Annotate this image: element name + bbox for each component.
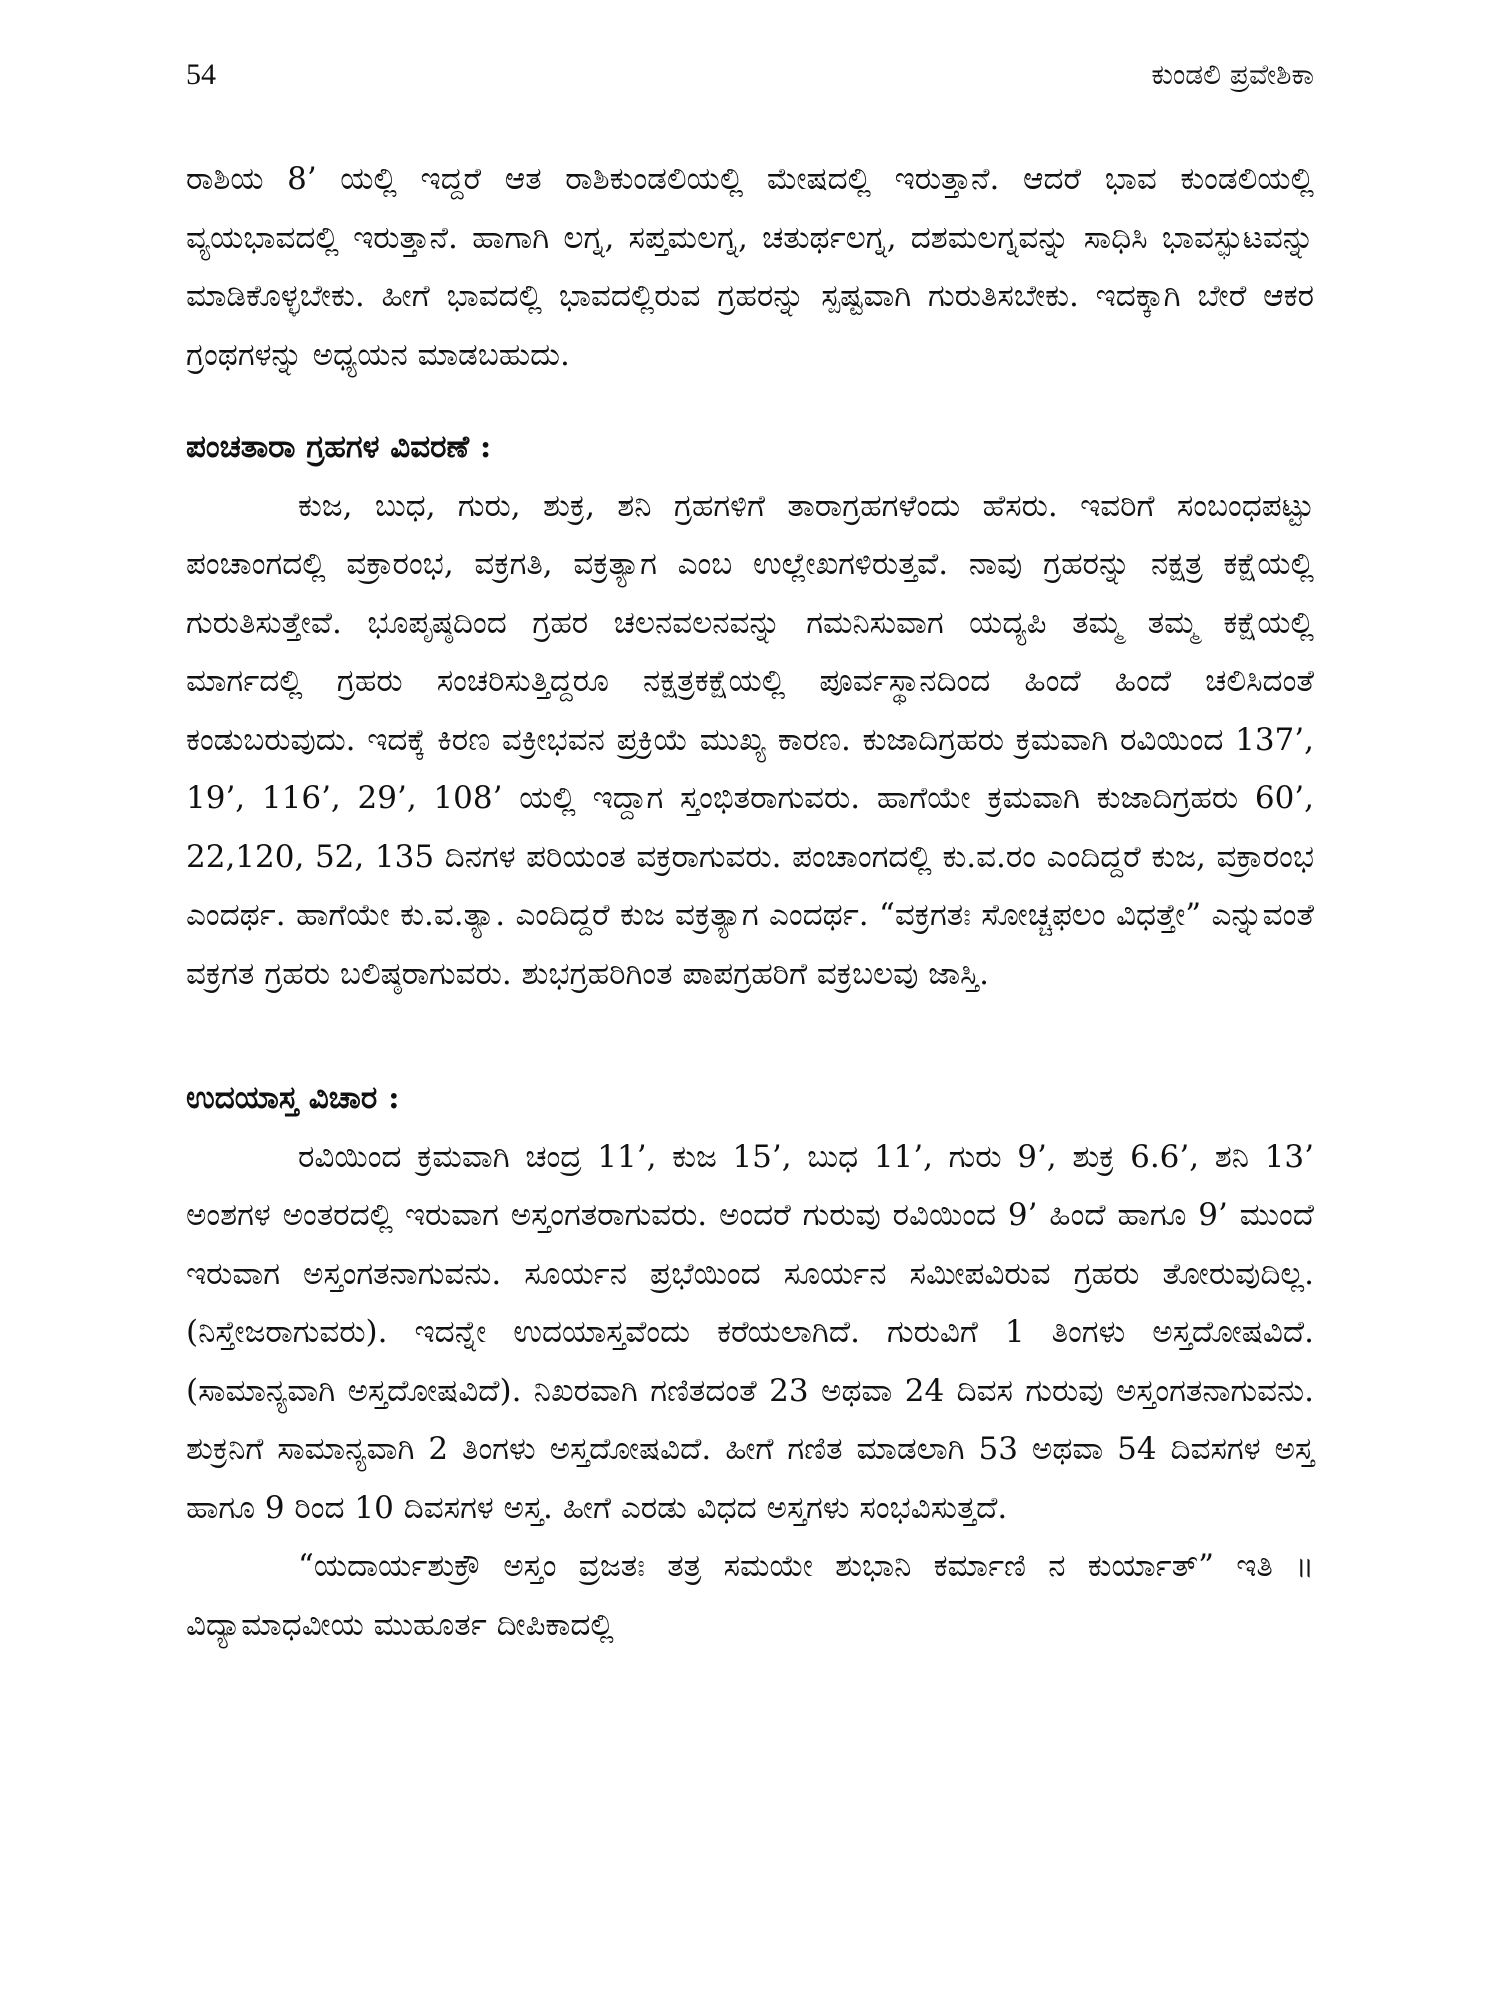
quote-paragraph: “ಯದಾರ್ಯಶುಕ್ರೌ ಅಸ್ತಂ ವ್ರಜತಃ ತತ್ರ ಸಮಯೇ ಶುಭಾನಿ ಕರ್ಮಾಣಿ ನ ಕುರ್ಯಾತ್” ಇತಿ ॥ ವಿದ್ಯಾಮಾಧವೀಯ ಮುಹೂರ್ತ ದೀಪಿಕಾದಲ್ಲಿ [186,1548,1314,1643]
section-paragraph-udayasta: ರವಿಯಿಂದ ಕ್ರಮವಾಗಿ ಚಂದ್ರ 11’, ಕುಜ 15’, ಬುಧ 11’, ಗುರು 9’, ಶುಕ್ರ 6.6’, ಶನಿ 13’ ಅಂಶಗಳ ಅಂತರದಲ್ಲಿ ಇರುವಾಗ ಅಸ್ತಂಗತರಾಗುವರು. ಅಂದರೆ ಗುರುವು ರವಿಯಿಂದ 9’ ಹಿಂದೆ ಹಾಗೂ 9’ ಮುಂದೆ ಇರುವಾಗ ಅಸ್ತಂಗತನಾಗುವನು. ಸೂರ್ಯನ ಪ್ರಭೆಯಿಂದ ಸೂರ್ಯನ ಸಮೀಪವಿರುವ ಗ್ರಹರು ತೋರುವುದಿಲ್ಲ. (ನಿಸ್ತೇಜರಾಗುವರು). ಇದನ್ನೇ ಉದಯಾಸ್ತವೆಂದು ಕರೆಯಲಾಗಿದೆ. ಗುರುವಿಗೆ 1 ತಿಂಗಳು ಅಸ್ತದೋಷವಿದೆ. (ಸಾಮಾನ್ಯವಾಗಿ ಅಸ್ತದೋಷವಿದೆ). ನಿಖರವಾಗಿ ಗಣಿತದಂತೆ 23 ಅಥವಾ 24 ದಿವಸ ಗುರುವು ಅಸ್ತಂಗತನಾಗುವನು. ಶುಕ್ರನಿಗೆ ಸಾಮಾನ್ಯವಾಗಿ 2 ತಿಂಗಳು ಅಸ್ತದೋಷವಿದೆ. ಹೀಗೆ ಗಣಿತ ಮಾಡಲಾಗಿ 53 ಅಥವಾ 54 ದಿವಸಗಳ ಅಸ್ತ ಹಾಗೂ 9 ರಿಂದ 10 ದಿವಸಗಳ ಅಸ್ತ. ಹೀಗೆ ಎರಡು ವಿಧದ ಅಸ್ತಗಳು ಸಂಭವಿಸುತ್ತದೆ. [186,1138,1314,1526]
page-header [186,58,1314,106]
running-head-title: ಕುಂಡಲಿ ಪ್ರವೇಶಿಕಾ [1151,58,1314,91]
section-heading-udayasta: ಉದಯಾಸ್ತ ವಿಚಾರ : [186,1080,400,1116]
intro-paragraph: ರಾಶಿಯ 8’ ಯಲ್ಲಿ ಇದ್ದರೆ ಆತ ರಾಶಿಕುಂಡಲಿಯಲ್ಲಿ ಮೇಷದಲ್ಲಿ ಇರುತ್ತಾನೆ. ಆದರೆ ಭಾವ ಕುಂಡಲಿಯಲ್ಲಿ ವ್ಯಯಭಾವದಲ್ಲಿ ಇರುತ್ತಾನೆ. ಹಾಗಾಗಿ ಲಗ್ನ, ಸಪ್ತಮಲಗ್ನ, ಚತುರ್ಥಲಗ್ನ, ದಶಮಲಗ್ನವನ್ನು ಸಾಧಿಸಿ ಭಾವಸ್ಫುಟವನ್ನು ಮಾಡಿಕೊಳ್ಳಬೇಕು. ಹೀಗೆ ಭಾವದಲ್ಲಿ ಭಾವದಲ್ಲಿರುವ ಗ್ರಹರನ್ನು ಸ್ಪಷ್ಟವಾಗಿ ಗುರುತಿಸಬೇಕು. ಇದಕ್ಕಾಗಿ ಬೇರೆ ಆಕರ ಗ್ರಂಥಗಳನ್ನು ಅಧ್ಯಯನ ಮಾಡಬಹುದು. [186,161,1314,373]
section-paragraph-pancha-tara: ಕುಜ, ಬುಧ, ಗುರು, ಶುಕ್ರ, ಶನಿ ಗ್ರಹಗಳಿಗೆ ತಾರಾಗ್ರಹಗಳೆಂದು ಹೆಸರು. ಇವರಿಗೆ ಸಂಬಂಧಪಟ್ಟು ಪಂಚಾಂಗದಲ್ಲಿ ವಕ್ರಾರಂಭ, ವಕ್ರಗತಿ, ವಕ್ರತ್ಯಾಗ ಎಂಬ ಉಲ್ಲೇಖಗಳಿರುತ್ತವೆ. ನಾವು ಗ್ರಹರನ್ನು ನಕ್ಷತ್ರ ಕಕ್ಷೆಯಲ್ಲಿ ಗುರುತಿಸುತ್ತೇವೆ. ಭೂಪೃಷ್ಠದಿಂದ ಗ್ರಹರ ಚಲನವಲನವನ್ನು ಗಮನಿಸುವಾಗ ಯದ್ಯಪಿ ತಮ್ಮ ತಮ್ಮ ಕಕ್ಷೆಯಲ್ಲಿ ಮಾರ್ಗದಲ್ಲಿ ಗ್ರಹರು ಸಂಚರಿಸುತ್ತಿದ್ದರೂ ನಕ್ಷತ್ರಕಕ್ಷೆಯಲ್ಲಿ ಪೂರ್ವಸ್ಥಾನದಿಂದ ಹಿಂದೆ ಹಿಂದೆ ಚಲಿಸಿದಂತೆ ಕಂಡುಬರುವುದು. ಇದಕ್ಕೆ ಕಿರಣ ವಕ್ರೀಭವನ ಪ್ರಕ್ರಿಯೆ ಮುಖ್ಯ ಕಾರಣ. ಕುಜಾದಿಗ್ರಹರು ಕ್ರಮವಾಗಿ ರವಿಯಿಂದ 137’, 19’, 116’, 29’, 108’ ಯಲ್ಲಿ ಇದ್ದಾಗ ಸ್ತಂಭಿತರಾಗುವರು. ಹಾಗೆಯೇ ಕ್ರಮವಾಗಿ ಕುಜಾದಿಗ್ರಹರು 60’, 22,120, 52, 135 ದಿನಗಳ ಪರಿಯಂತ ವಕ್ರರಾಗುವರು. ಪಂಚಾಂಗದಲ್ಲಿ ಕು.ವ.ರಂ ಎಂದಿದ್ದರೆ ಕುಜ, ವಕ್ರಾರಂಭ ಎಂದರ್ಥ. ಹಾಗೆಯೇ ಕು.ವ.ತ್ಯಾ. ಎಂದಿದ್ದರೆ ಕುಜ ವಕ್ರತ್ಯಾಗ ಎಂದರ್ಥ. “ವಕ್ರಗತಃ ಸೋಚ್ಚಫಲಂ ವಿಧತ್ತೇ” ಎನ್ನುವಂತೆ ವಕ್ರಗತ ಗ್ರಹರು ಬಲಿಷ್ಠರಾಗುವರು. ಶುಭಗ್ರಹರಿಗಿಂತ ಪಾಪಗ್ರಹರಿಗೆ ವಕ್ರಬಲವು ಜಾಸ್ತಿ. [186,487,1314,992]
spacer [186,1003,1314,1069]
spacer [186,384,1314,418]
page-body [186,150,1314,1654]
section-heading-pancha-tara: ಪಂಚತಾರಾ ಗ್ರಹಗಳ ವಿವರಣೆ : [186,429,492,465]
page-number: 54 [186,58,216,91]
